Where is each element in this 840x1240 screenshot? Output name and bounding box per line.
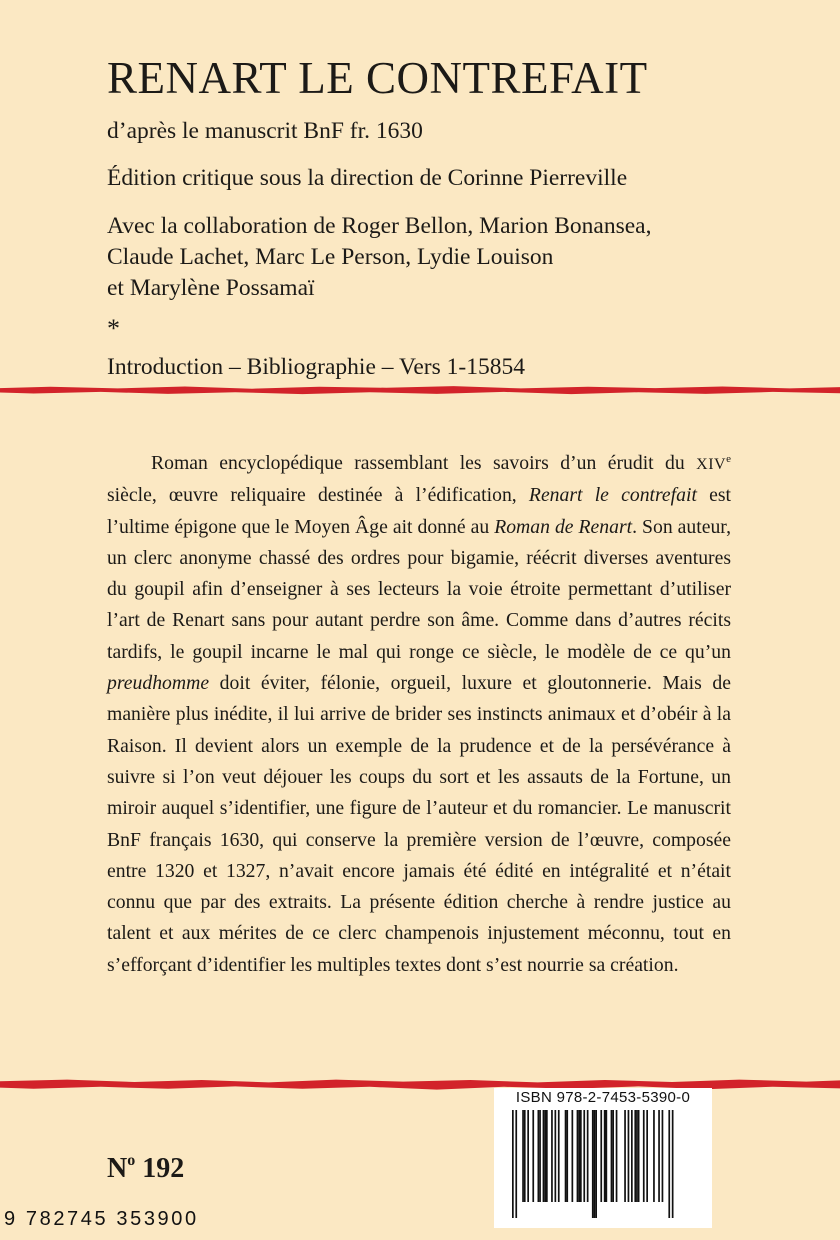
barcode-bar (646, 1110, 648, 1202)
barcode-bar (662, 1110, 664, 1202)
barcode-bar (546, 1110, 548, 1202)
barcode-bar (636, 1110, 638, 1202)
series-number (107, 1144, 184, 1186)
barcode-bar (555, 1110, 557, 1202)
barcode-bar (527, 1110, 529, 1202)
barcode-bar (543, 1110, 545, 1202)
blurb-text-5: doit éviter, félonie, orgueil, luxure et gloutonnerie. Mais de manière plus inédite, il lui arrive de brider ses instincts animaux et d’obéir à la Raison. Il devient alors un exemple de la prudence et de la persévérance à suivre si l’on veut déjouer les coups du sort et les assauts de la Fortune, un miroir auquel s’identifier, une figure de l’auteur et du romancier. Le manuscrit BnF français 1630, qui conserve la première version de l’œuvre, composée entre 1320 et 1327, n’avait encore jamais été édité en intégralité et n’était connu que par des extraits. La présente édition cherche à rendre justice au talent et aux mérites de ce clerc champenois injustement méconnu, tout en s’efforçant d’identifier les multiples textes dont s’est nourrie sa création. (107, 672, 731, 976)
barcode-bar (600, 1110, 602, 1202)
barcode-bar (624, 1110, 626, 1202)
barcode-bar (532, 1110, 534, 1202)
series-number-prefix: N (107, 1153, 128, 1184)
blurb-roman-title: Roman de Renart (494, 515, 633, 538)
barcode-bar (515, 1110, 517, 1218)
blurb-text-3: est l’ultime épigone que le Moyen Âge ait donné au (107, 484, 732, 538)
red-divider-top (0, 382, 840, 398)
barcode-icon (494, 1088, 712, 1228)
volume-contents: Introduction – Bibliographie – Vers 1-15854 (107, 354, 525, 380)
barcode-bar (539, 1110, 541, 1202)
barcode-bar (592, 1110, 594, 1218)
barcode-bar (512, 1110, 514, 1218)
blurb-text-4: . Son auteur, un clerc anonyme chassé des ordres pour bigamie, réécrit diverses aventures du goupil afin d’enseigner à ses lecteurs la voie étroite permettant d’utiliser l’art de Renart sans pour autant perdre son âme. Comme dans d’autres récits tardifs, le goupil incarne le mal qui ronge ce siècle, le modèle de ce qu’un (107, 515, 731, 663)
barcode-bar (577, 1110, 579, 1202)
barcode-bar (594, 1110, 596, 1218)
barcode-bar (524, 1110, 526, 1202)
barcode-bar (628, 1110, 630, 1202)
barcode-bar (538, 1110, 540, 1202)
barcode-bar (578, 1110, 580, 1202)
barcode-bar (566, 1110, 568, 1202)
barcode-bar (544, 1110, 546, 1202)
edition-credit: Édition critique sous la direction de Corinne Pierreville (107, 165, 628, 191)
barcode-bar (631, 1110, 633, 1202)
blurb-century: XIV (696, 456, 727, 473)
barcode-bar (551, 1110, 553, 1202)
manuscript-source: d’après le manuscrit BnF fr. 1630 (107, 118, 423, 144)
barcode-bar (634, 1110, 636, 1202)
isbn-label: ISBN 978-2-7453-5390-0 (515, 1089, 691, 1106)
barcode-bar (580, 1110, 582, 1202)
barcode-bar (616, 1110, 618, 1202)
red-divider-bottom (0, 1074, 840, 1094)
barcode-bar (572, 1110, 574, 1202)
barcode-bar (643, 1110, 645, 1202)
barcode-bar (606, 1110, 608, 1202)
book-title: RENART LE CONTREFAIT (107, 53, 648, 103)
barcode-bar (587, 1110, 589, 1202)
blurb-text-1: Roman encyclopédique rassemblant les savoirs d’un érudit du (151, 452, 697, 474)
barcode-bar (522, 1110, 524, 1202)
barcode-bar (638, 1110, 640, 1202)
barcode-bar (658, 1110, 660, 1202)
barcode-bar (612, 1110, 614, 1202)
barcode-bar (672, 1110, 674, 1218)
blurb-work-title: Renart le contrefait (528, 484, 697, 507)
series-number-value: 192 (142, 1153, 185, 1184)
barcode-bar (653, 1110, 655, 1202)
isbn-barcode-block (494, 1088, 712, 1228)
blurb-text-2: siècle, œuvre reliquaire destinée à l’édification, (107, 484, 529, 507)
series-number-sup: o (127, 1152, 136, 1169)
blurb-paragraph (107, 444, 731, 981)
barcode-bar (558, 1110, 560, 1202)
collaborators-line-2: Claude Lachet, Marc Le Person, Lydie Louison (107, 244, 554, 270)
isbn-barcode-digits: 9 782745 353900 (4, 1208, 199, 1230)
collaborators-line-3: et Marylène Possamaï (107, 275, 315, 301)
barcode-bar (668, 1110, 670, 1218)
barcode-bar (604, 1110, 606, 1202)
barcode-bar (611, 1110, 613, 1202)
barcode-bar (565, 1110, 567, 1202)
barcode-bar (583, 1110, 585, 1202)
collaborators-line-1: Avec la collaboration de Roger Bellon, Marion Bonansea, (107, 213, 652, 239)
blurb-century-sup: e (726, 453, 731, 465)
volume-asterisk: * (107, 314, 120, 343)
barcode-bar (595, 1110, 597, 1218)
blurb-preudhomme: preudhomme (107, 672, 210, 695)
